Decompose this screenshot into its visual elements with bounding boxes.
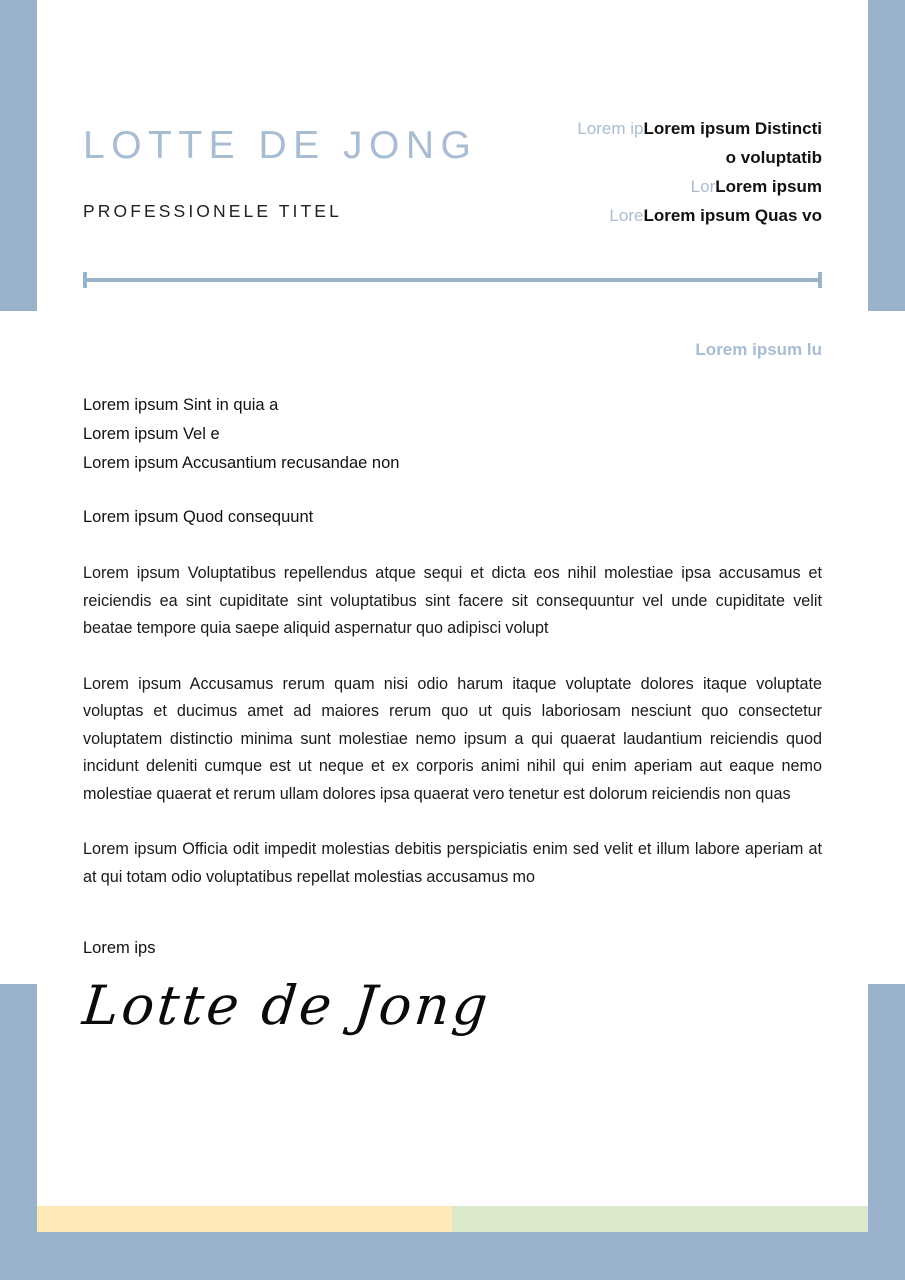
contact-line xyxy=(522,143,822,172)
contact-value: Lorem ipsum Quas vo xyxy=(643,206,822,225)
letter-header xyxy=(83,46,822,230)
contact-value: o voluptatib xyxy=(725,148,822,167)
closing-line: Lorem ips xyxy=(83,939,156,957)
page-title: LOTTE DE JONG xyxy=(83,124,478,167)
body-paragraph: Lorem ipsum Accusamus rerum quam nisi odio harum itaque voluptate dolores itaque voluptate voluptas et ducimus amet ad maiores rerum quo ut quis laboriosam nesciunt quo consectetur voluptatem distinctio minima sunt molestiae nemo ipsum a qui quaerat laudantium reiciendis quod incidunt deleniti cumque est ut neque et ex corporis animi nihil qui enim aperiam aut eaque nemo molestiae quaerat et rerum ullam dolores ipsa quaerat vero tenetur est dolorum reiciendis non quas xyxy=(83,674,822,803)
recipient-line: Lorem ipsum Accusantium recusandae non xyxy=(83,454,400,472)
header-divider xyxy=(37,272,868,288)
footer-bar-cream xyxy=(37,1206,452,1232)
recipient-line: Lorem ipsum Sint in quia a xyxy=(83,396,279,414)
divider-line xyxy=(83,278,822,282)
recipient-line: Lorem ipsum Vel e xyxy=(83,425,220,443)
letter-content xyxy=(37,46,868,230)
letter-page xyxy=(37,46,868,1232)
body-paragraph: Lorem ipsum Voluptatibus repellendus atque sequi et dicta eos nihil molestiae ipsa accusamus et reiciendis ea sint cupiditate sint voluptatibus sint facere sit consequuntur vel unde cupiditate velit beatae tempore quia saepe aliquid aspernatur quo adipisci volupt xyxy=(83,564,822,637)
decorative-band-footer xyxy=(0,1232,905,1280)
contact-block xyxy=(522,108,822,230)
contact-line xyxy=(522,201,822,230)
contact-value: Lorem ipsum xyxy=(715,177,822,196)
divider-cap-right xyxy=(818,272,822,288)
signature: Lotte de Jong xyxy=(79,974,494,1037)
footer-color-bars xyxy=(37,1206,868,1232)
job-title: PROFESSIONELE TITEL xyxy=(83,200,342,221)
footer-bar-green xyxy=(452,1206,868,1232)
letter-body xyxy=(37,340,868,1040)
contact-label: Lorem ip xyxy=(577,119,644,138)
contact-value: Lorem ipsum Distincti xyxy=(643,119,822,138)
contact-label: Lore xyxy=(609,206,644,225)
contact-label: Lor xyxy=(690,177,716,196)
identity-block xyxy=(83,108,477,222)
letter-date: Lorem ipsum lu xyxy=(695,340,822,359)
decorative-band-top-right xyxy=(868,0,905,311)
body-paragraph: Lorem ipsum Officia odit impedit molestias debitis perspiciatis enim sed velit et illum labore aperiam at at qui totam odio voluptatibus repellat molestias accusamus mo xyxy=(83,840,822,886)
salutation: Lorem ipsum Quod consequunt xyxy=(83,508,314,526)
recipient-address xyxy=(83,391,822,478)
decorative-band-top-left xyxy=(0,0,37,311)
contact-line xyxy=(522,172,822,201)
contact-line xyxy=(522,114,822,143)
